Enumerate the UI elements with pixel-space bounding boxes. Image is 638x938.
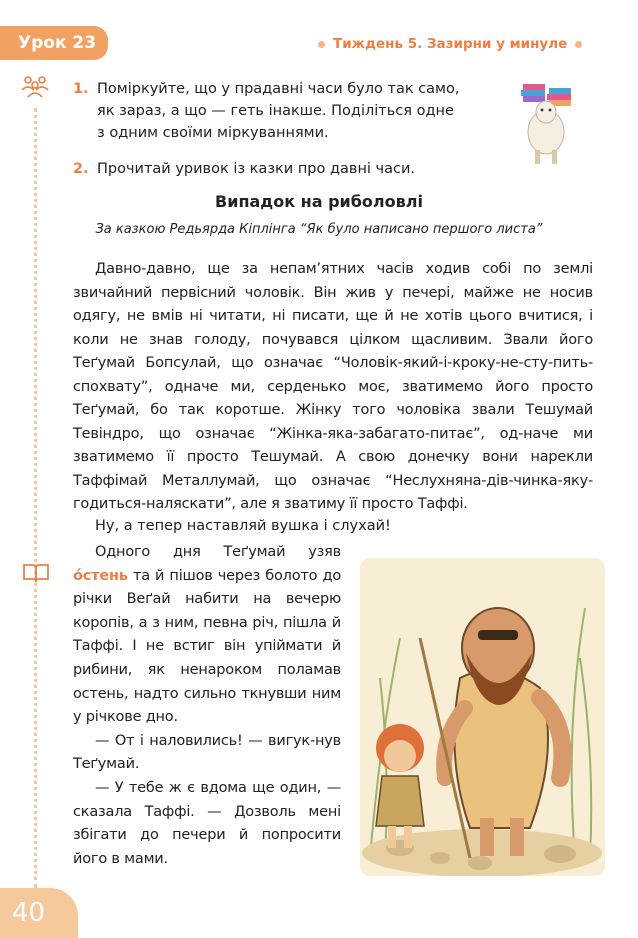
story-column bbox=[73, 541, 341, 871]
lesson-badge: Урок 23 bbox=[0, 26, 108, 60]
para3-rest: та й пішов через болото до річки Веґай набити на вечерю коропів, а з ним, певна річ, пішла й Таффі. І не встиг він упіймати й рибини, як ненароком поламав остень, надто сильно ткнувши ним у річкове дно. bbox=[73, 567, 341, 726]
glossary-word-osten[interactable]: о́стень bbox=[73, 567, 128, 584]
task-line: з одним своїми міркуваннями. bbox=[97, 125, 329, 141]
task-line: Поміркуйте, що у прадавні часи було так само, bbox=[97, 81, 460, 97]
task-number: 1. bbox=[73, 81, 89, 97]
open-book-icon bbox=[22, 562, 50, 584]
story-title: Випадок на риболовлі bbox=[215, 192, 423, 211]
story-paragraph-3 bbox=[73, 541, 341, 730]
dot-left bbox=[318, 41, 325, 48]
week-title: Тиждень 5. Зазирни у минуле bbox=[333, 36, 568, 52]
story-paragraph-1: Давно-давно, ще за непам’ятних часів ходив собі по землі звичайний первісний чоловік. Він жив у печері, майже не носив одягу, не вмів ні читати, ні писати, ще й не хотів цього вчитися, і коли не знав голоду, почувався цілком щасливим. Звали його Теґумай Бопсулай, що означає “Чоловік-який-і-кроку-не-сту-пить-спохвату”, одначе ми, серденько моє, зватимемо його просто Теґумай, бо так коротше. Жінку того чоловіка звали Тешумай Тевіндро, що означає “Жінка-яка-забагато-питає”, од-наче ми зватимемо її просто Тешумай. А свою донечку вони нарекли Таффімай Металлумай, що означає “Неслухняна-дів-чинка-яку-годиться-наляскати”, але я зватиму її просто Таффі. bbox=[73, 261, 593, 512]
week-header bbox=[310, 36, 590, 52]
task-number: 2. bbox=[73, 161, 89, 177]
story-subtitle: За казкою Редьярда Кіплінга “Як було написано першого листа” bbox=[95, 222, 543, 237]
task-line: Прочитай уривок із казки про давні часи. bbox=[97, 161, 416, 177]
people-group-icon bbox=[20, 74, 50, 98]
task-text bbox=[97, 158, 415, 180]
para3-start: Одного дня Теґумай узяв bbox=[95, 544, 341, 560]
dot-right bbox=[575, 41, 582, 48]
task-text bbox=[97, 78, 459, 144]
story-paragraph-4: — От і наловились! — вигук-нув Теґумай. bbox=[73, 732, 341, 773]
story-paragraph-5: — У тебе ж є вдома ще один, — сказала Таффі. — Дозволь мені збігати до печери й попросити його в мами. bbox=[73, 779, 341, 867]
llama-with-books-illustration bbox=[515, 78, 577, 166]
task-line: як зараз, а що — геть інакше. Поділіться одне bbox=[97, 103, 454, 119]
page-number: 40 bbox=[0, 888, 78, 938]
story-paragraph-2: Ну, а тепер наставляй вушка і слухай! bbox=[95, 518, 391, 534]
caveman-and-girl-illustration bbox=[360, 558, 605, 876]
